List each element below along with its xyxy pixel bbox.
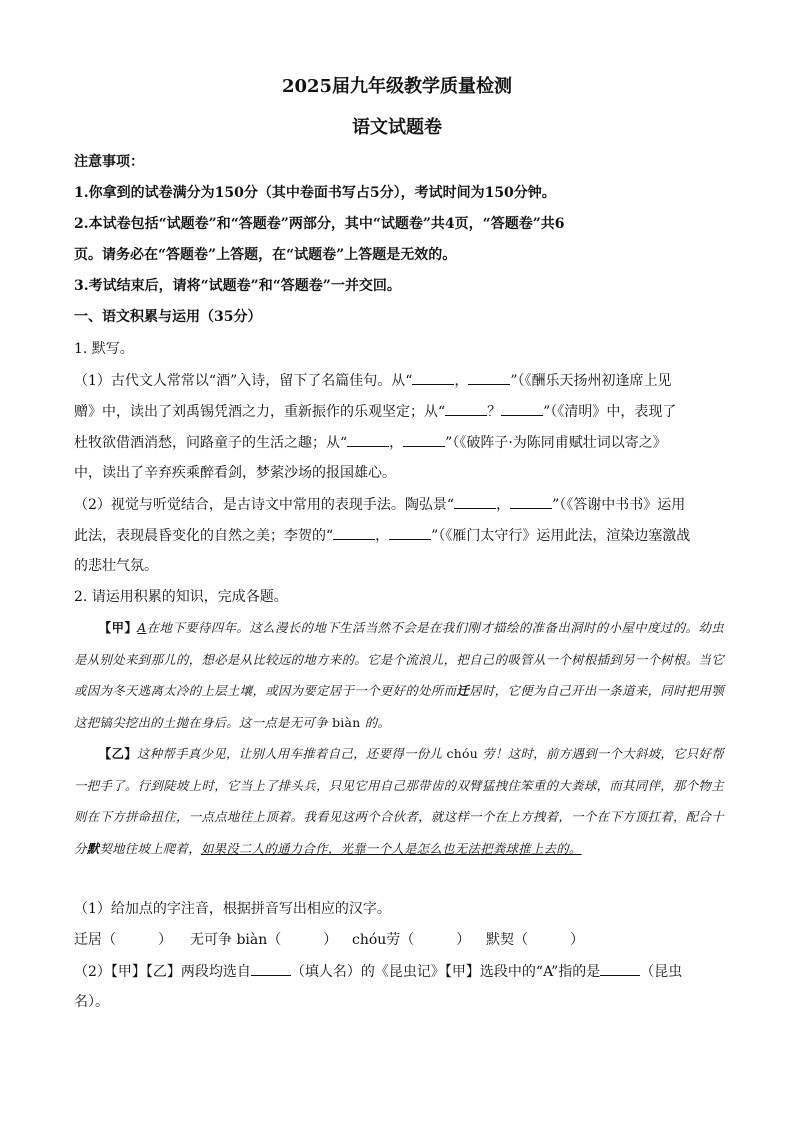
answer-blank (251, 961, 291, 976)
word-2: 无可争 biàn（ ） (190, 932, 338, 948)
question-1-1-line-3: 杜牧欲借酒消愁，问路童子的生活之趣；从“ ， ”（《破阵子·为陈同甫赋壮词以寄之》 (74, 432, 724, 453)
answer-blank (454, 494, 496, 509)
exam-subtitle: 语文试题卷 (352, 117, 442, 138)
word-4: 默契（ ） (486, 932, 584, 948)
question-1-stem: 1. 默写。 (74, 341, 134, 357)
pinyin-row (74, 930, 724, 950)
passage-jia: 【甲】A在地下要待四年。这么漫长的地下生活当然不会是在我们刚才描绘的准备出洞时的小屋中度过的。幼虫是从别处来到那儿的，想必是从比较远的地方来的。它是个流浪儿，把自己的吸管从一个树根插到另一个树根。当它或因为冬天逃离太冷的上层土壤，或因为要定居于一个更好的处所而迁居时，它便为自己开出一条道来，同时把用颚这把镐尖挖出的土抛在身后。这一点是无可争 biàn 的。 (74, 620, 725, 730)
answer-blank (412, 370, 454, 385)
word-1: 迁居（ ） (74, 932, 172, 948)
answer-blank (600, 961, 640, 976)
question-1-1-line-2: 赠》中，读出了刘禹锡凭酒之力，重新振作的乐观坚定；从“ ？ ”（《清明》中，表现了 (74, 401, 724, 422)
notes-item-2-line-1: 2.本试卷包括“试题卷”和“答题卷”两部分，其中“试题卷”共4页，“答题卷”共6 (74, 216, 565, 232)
answer-blank (510, 494, 552, 509)
exam-title: 2025届九年级教学质量检测 (281, 76, 513, 97)
question-2-2-line-2: 名）。 (74, 994, 109, 1010)
question-2-2-line-1: （2）【甲】【乙】两段均选自 （填人名）的《昆虫记》【甲】选段中的“A”指的是 （昆虫 (74, 961, 724, 982)
question-1-1-line-1: （1）古代文人常常以“酒”入诗，留下了名篇佳句。从“ ， ”（《酬乐天扬州初逢席上见 (74, 370, 724, 391)
notes-item-3: 3.考试结束后，请将“试题卷”和“答题卷”一并交回。 (74, 278, 401, 294)
question-1-2-line-2: 此法，表现晨昏变化的自然之美；李贺的“ ， ”（《雁门太守行》运用此法，渲染边塞激战 (74, 525, 724, 546)
answer-blank (333, 525, 375, 540)
question-1-1-line-4: 中，读出了辛弃疾乘醉看剑，梦萦沙场的报国雄心。 (74, 465, 396, 481)
question-1-2-line-3: 的悲壮气氛。 (74, 558, 158, 574)
question-2-1: （1）给加点的字注音，根据拼音写出相应的汉字。 (74, 901, 391, 917)
question-1-2-line-1: （2）视觉与听觉结合，是古诗文中常用的表现手法。陶弘景“ ， ”（《答谢中书书》运用 (74, 494, 724, 515)
word-3: chóu劳（ ） (352, 932, 471, 948)
notes-heading: 注意事项： (74, 154, 144, 170)
answer-blank (501, 401, 543, 416)
answer-blank (468, 370, 510, 385)
reading-passage (74, 612, 724, 864)
answer-blank (445, 401, 487, 416)
question-2-stem: 2. 请运用积累的知识，完成各题。 (74, 589, 288, 605)
notes-item-1: 1.你拿到的试卷满分为150分（其中卷面书写占5分），考试时间为150分钟。 (74, 185, 556, 201)
answer-blank (389, 525, 431, 540)
notes-item-2-line-2: 页。请务必在“答题卷”上答题，在“试题卷”上答题是无效的。 (74, 247, 457, 263)
answer-blank (347, 432, 389, 447)
answer-blank (403, 432, 445, 447)
passage-yi: 【乙】这种帮手真少见，让别人用车推着自己，还要得一份儿 chóu 劳！这时，前方遇到一个大斜坡，它只好帮一把手了。行到陡坡上时，它当上了排头兵，只见它用自己那带齿的双臂猛拽住笨重的大粪球，而其同伴，那个物主则在下方拼命扭住，一点点地往上顶着。我看见这两个合伙者，就这样一个在上方拽着，一个在下方顶扛着，配合十分默契地往坡上爬着，如果没二人的通力合作，光靠一个人是怎么也无法把粪球推上去的。 (74, 746, 724, 856)
section-1-heading: 一、语文积累与运用（35分） (74, 309, 262, 325)
